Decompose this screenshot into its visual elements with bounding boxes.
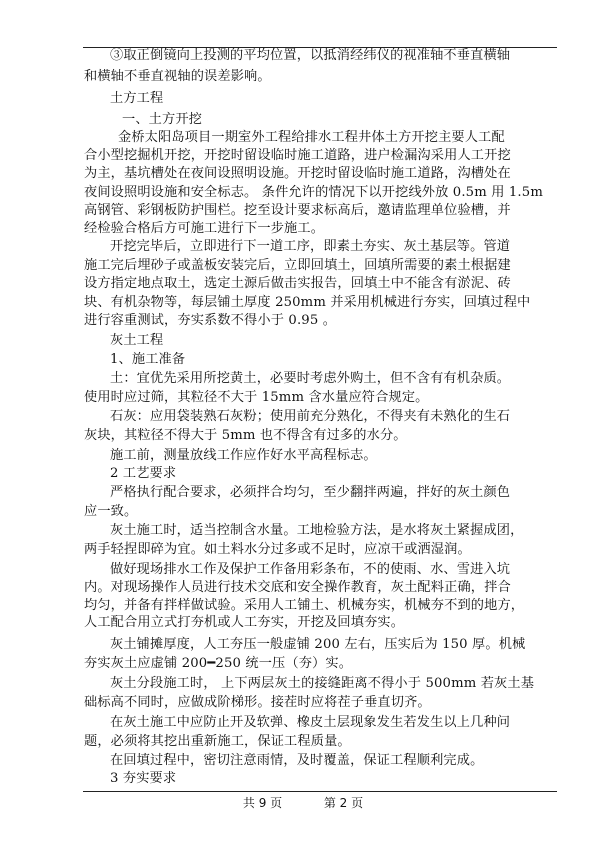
current-page-label: 第 2 页 xyxy=(323,796,364,810)
subsection-heading: 3 夯实要求 xyxy=(110,771,177,786)
text-line: 夜间设照明设施和安全标志。 条件允许的情况下以开挖线外放 0.5m 用 1.5m xyxy=(84,185,543,200)
text-line: 为主，基坑槽处在夜间设照明设施。开挖时留设临时施工道路，沟槽处在 xyxy=(84,166,511,181)
text-line: 做好现场排水工作及保护工作备用彩条布，不的使雨、水、雪进入坑 xyxy=(110,562,511,577)
text-line: 灰土施工时，适当控制含水量。工地检验方法，是水将灰土紧握成团， xyxy=(110,523,524,538)
text-line: 块、有机杂物等，每层铺土厚度 250mm 并采用机械进行夯实，回填过程中 xyxy=(84,295,531,310)
page-footer xyxy=(0,794,606,811)
text-line: 使用时应过筛，其粒径不大于 15mm 含水量应符合规定。 xyxy=(84,390,429,405)
text-line: 和横轴不垂直视轴的误差影响。 xyxy=(84,69,271,84)
text-line: 进行容重测试，夯实系数不得小于 0.95 。 xyxy=(84,313,337,328)
text-line: 灰土铺摊厚度，人工夯压一般虚铺 200 左右，压实后为 150 厚。机械 xyxy=(110,637,526,652)
text-line: 土：宜优先采用所挖黄土，必要时考虑外购土，但不含有有机杂质。 xyxy=(110,371,511,386)
text-line: 施工完后埋砂子或盖板安装完后，立即回填土，回填所需要的素土根据建 xyxy=(84,258,511,273)
text-line: 设方指定地点取土，选定土源后做击实报告，回填土中不能含有淤泥、砖 xyxy=(84,276,511,291)
text-line: 灰土分段施工时， 上下两层灰土的接缝距离不得小于 500mm 若灰土基 xyxy=(110,676,535,691)
text-line: 石灰：应用袋装熟石灰粉；使用前充分熟化，不得夹有未熟化的生石 xyxy=(110,409,511,424)
text-line: 两手轻捏即碎为宜。如土料水分过多或不足时，应凉干或洒湿润。 xyxy=(84,542,471,557)
text-line: 夯实灰土应虚铺 200━250 统一压（夯）实。 xyxy=(84,656,353,671)
text-line: 应一致。 xyxy=(84,504,138,519)
text-line: ③取正倒镜向上投测的平均位置，以抵消经纬仪的视准轴不垂直横轴 xyxy=(110,48,511,63)
text-line: 灰块，其粒径不得大于 5mm 也不得含有过多的水分。 xyxy=(84,428,407,443)
text-line: 础标高不同时，应做成阶梯形。接茬时应将茬子垂直切齐。 xyxy=(84,695,431,710)
subsection-heading: 一、土方开挖 xyxy=(122,112,203,127)
text-line: 金桥太阳岛项目一期室外工程给排水工程井体土方开挖主要人工配 xyxy=(118,130,505,145)
text-line: 严格执行配合要求，必须拌合均匀，至少翻拌两遍，拌好的灰土颜色 xyxy=(110,485,511,500)
subsection-heading: 2 工艺要求 xyxy=(110,466,177,481)
footer-rule xyxy=(83,791,557,792)
total-pages-label: 共 9 页 xyxy=(242,796,283,810)
text-line: 经检验合格后方可施工进行下一步施工。 xyxy=(84,221,325,236)
text-line: 高钢管、彩钢板防护围栏。挖至设计要求标高后，邀请监理单位验槽，并 xyxy=(84,203,511,218)
text-line: 题，必须将其挖出重新施工，保证工程质量。 xyxy=(84,734,351,749)
section-heading: 灰土工程 xyxy=(110,333,164,348)
text-line: 施工前，测量放线工作应作好水平高程标志。 xyxy=(110,448,377,463)
section-heading: 土方工程 xyxy=(110,91,164,106)
text-line: 内。对现场操作人员进行技术交底和安全操作教育，灰土配料正确，拌合 xyxy=(84,580,511,595)
text-line: 合小型挖掘机开挖，开挖时留设临时施工道路，进户检漏沟采用人工开挖 xyxy=(84,148,511,163)
text-line: 均匀，并备有拌样做试验。采用人工铺土、机械夯实，机械夯不到的地方， xyxy=(84,598,525,613)
text-line: 人工配合用立式打夯机或人工夯实，开挖及回填夯实。 xyxy=(84,615,405,630)
text-line: 开挖完毕后，立即进行下一道工序，即素土夯实、灰土基层等。管道 xyxy=(110,239,511,254)
text-line: 在回填过程中，密切注意雨情，及时覆盖，保证工程顺利完成。 xyxy=(110,753,484,768)
subsection-heading: 1、施工准备 xyxy=(110,352,186,367)
text-line: 在灰土施工中应防止开及软弹、橡皮土层现象发生若发生以上几种问 xyxy=(110,715,511,730)
